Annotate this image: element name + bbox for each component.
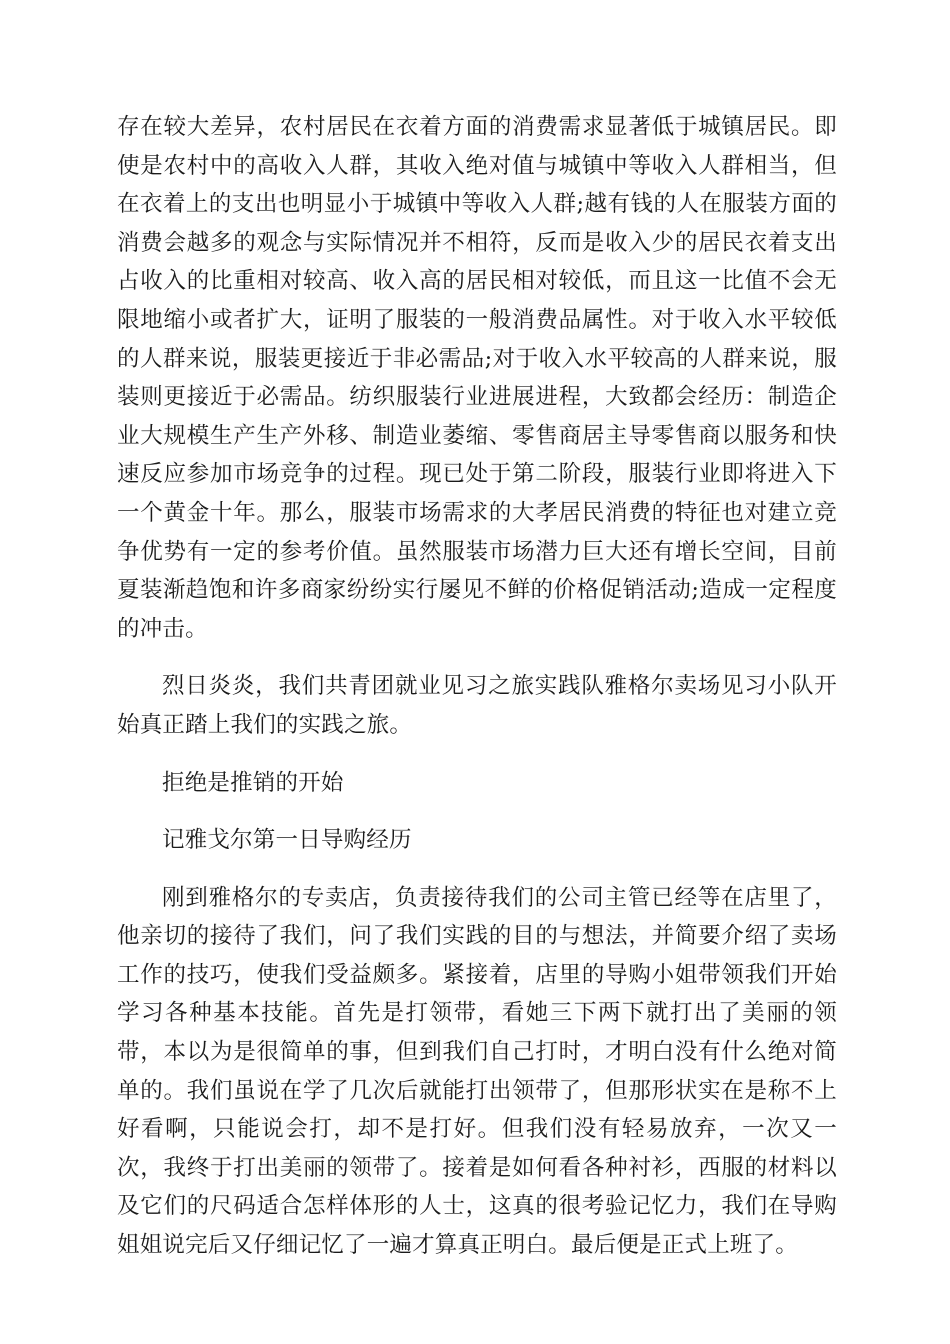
- section-heading: 拒绝是推销的开始: [162, 769, 344, 796]
- paragraph-first-day: 刚到雅格尔的专卖店，负责接待我们的公司主管已经等在店里了，他亲切的接待了我们，问了我们实践的目的与想法，并简要介绍了卖场工作的技巧，使我们受益颇多。紧接着，店里的导购小姐带领我们开始学习各种基本技能。首先是打领带，看她三下两下就打出了美丽的领带，本以为是很简单的事，但到我们自己打时，才明白没有什么绝对简单的。我们虽说在学了几次后就能打出领带了，但那形状实在是称不上好看啊，只能说会打，却不是打好。但我们没有轻易放弃，一次又一次，我终于打出美丽的领带了。接着是如何看各种衬衫，西服的材料以及它们的尺码适合怎样体形的人士，这真的很考验记忆力，我们在导购姐姐说完后又仔细记忆了一遍才算真正明白。最后便是正式上班了。: [117, 884, 837, 1259]
- paragraph-practice-intro: 烈日炎炎，我们共青团就业见习之旅实践队雅格尔卖场见习小队开始真正踏上我们的实践之旅。: [117, 673, 837, 738]
- section-subheading: 记雅戈尔第一日导购经历: [162, 827, 412, 854]
- document-page: [117, 108, 837, 1265]
- paragraph-consumption-analysis: 存在较大差异，农村居民在衣着方面的消费需求显著低于城镇居民。即使是农村中的高收入人群，其收入绝对值与城镇中等收入人群相当，但在衣着上的支出也明显小于城镇中等收入人群;越有钱的人在服装方面的消费会越多的观念与实际情况并不相符，反而是收入少的居民衣着支出占收入的比重相对较高、收入高的居民相对较低，而且这一比值不会无限地缩小或者扩大，证明了服装的一般消费品属性。对于收入水平较低的人群来说，服装更接近于非必需品;对于收入水平较高的人群来说，服装则更接近于必需品。纺织服装行业进展进程，大致都会经历：制造企业大规模生产生产外移、制造业萎缩、零售商居主导零售商以服务和快速反应参加市场竞争的过程。现已处于第二阶段，服装行业即将进入下一个黄金十年。那么，服装市场需求的大孝居民消费的特征也对建立竞争优势有一定的参考价值。虽然服装市场潜力巨大还有增长空间，目前夏装渐趋饱和许多商家纷纷实行屡见不鲜的价格促销活动;造成一定程度的冲击。: [117, 114, 837, 642]
